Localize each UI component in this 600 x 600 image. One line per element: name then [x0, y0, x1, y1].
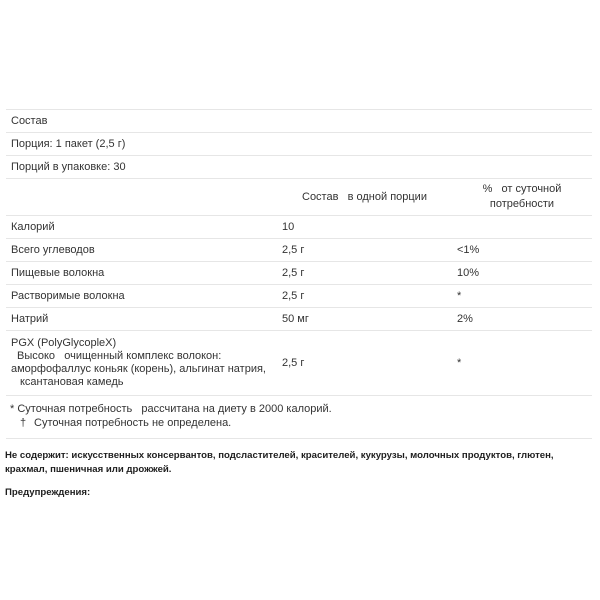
nutrient-name: Всего углеводов: [6, 239, 277, 262]
header-dv-line1: % от суточной: [482, 183, 562, 195]
nutrient-amount: 2,5 г: [277, 285, 452, 308]
warnings-heading: Предупреждения:: [5, 487, 91, 498]
nutrient-amount: 10: [277, 216, 452, 239]
nutrient-amount: 50 мг: [277, 308, 452, 331]
nutrient-daily-value: [452, 216, 592, 239]
free-of-statement: [5, 449, 592, 477]
pgx-desc-line1: Высоко очищенный комплекс волокон:: [17, 350, 222, 362]
table-row: [6, 262, 592, 285]
serving-size: Порция: 1 пакет (2,5 г): [6, 133, 592, 156]
header-dv-line2: потребности: [489, 198, 555, 210]
supplement-facts-panel: [6, 109, 592, 498]
footnote-dagger: [10, 416, 592, 430]
supplement-facts-table: [6, 109, 592, 396]
nutrient-daily-value: 10%: [452, 262, 592, 285]
header-daily-value: [452, 179, 592, 216]
table-row: [6, 308, 592, 331]
free-of-line2: крахмал, пшеничная или дрожжей.: [5, 464, 172, 475]
header-amount: Состав в одной порции: [277, 179, 452, 216]
servings-per-container-row: [6, 156, 592, 179]
facts-title: Состав: [6, 110, 592, 133]
nutrient-name: Калорий: [6, 216, 277, 239]
footnote-dagger-text: Суточная потребность не определена.: [34, 417, 232, 429]
title-row: [6, 110, 592, 133]
free-of-line1: Не содержит: искусственных консервантов, подсластителей, красителей, кукурузы, молочных продуктов, глютен,: [5, 450, 554, 461]
nutrient-daily-value: *: [452, 285, 592, 308]
pgx-row: [6, 331, 592, 396]
pgx-description: [11, 350, 277, 389]
pgx-amount: 2,5 г: [277, 331, 452, 396]
nutrient-daily-value: <1%: [452, 239, 592, 262]
nutrient-daily-value: 2%: [452, 308, 592, 331]
serving-size-row: [6, 133, 592, 156]
nutrient-name: Пищевые волокна: [6, 262, 277, 285]
nutrient-name: Растворимые волокна: [6, 285, 277, 308]
pgx-daily-value: *: [452, 331, 592, 396]
table-row: [6, 216, 592, 239]
footnote-asterisk: * Суточная потребность рассчитана на диету в 2000 калорий.: [10, 403, 332, 415]
pgx-cell: [6, 331, 277, 396]
pgx-name: PGX (PolyGlycopleX): [11, 337, 117, 349]
nutrient-name: Натрий: [6, 308, 277, 331]
table-row: [6, 239, 592, 262]
servings-per-container: Порций в упаковке: 30: [6, 156, 592, 179]
header-name-cell: [6, 179, 277, 216]
column-header-row: [6, 179, 592, 216]
table-row: [6, 285, 592, 308]
pgx-desc-line3: ксантановая камедь: [20, 376, 124, 388]
nutrient-amount: 2,5 г: [277, 262, 452, 285]
dagger-icon: †: [20, 417, 27, 429]
nutrient-amount: 2,5 г: [277, 239, 452, 262]
pgx-desc-line2: аморфофаллус коньяк (корень), альгинат натрия,: [11, 363, 266, 375]
footnotes: [6, 396, 592, 439]
